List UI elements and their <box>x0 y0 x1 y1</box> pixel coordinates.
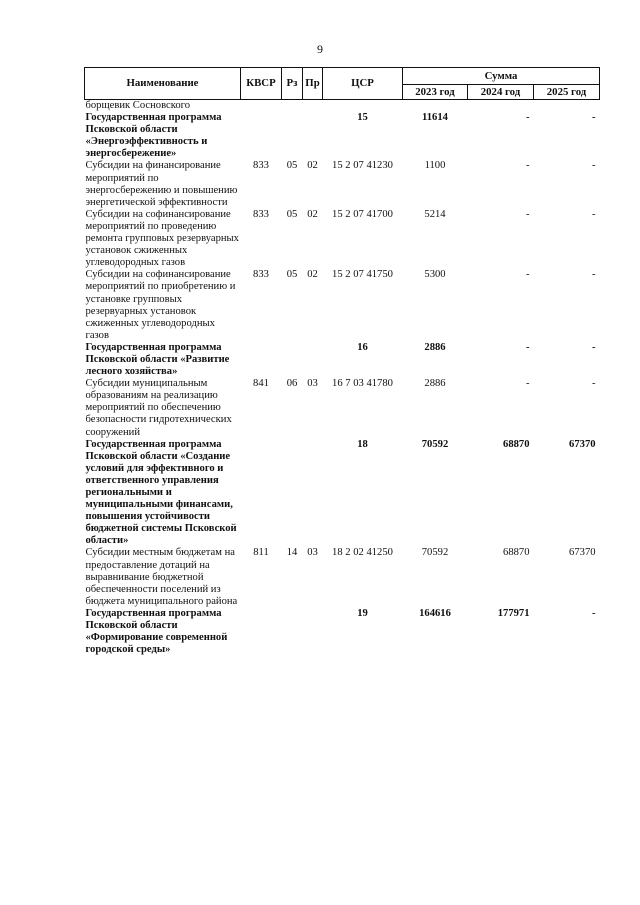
cell-2025 <box>534 100 600 113</box>
cell-name: Субсидии на финансирование мероприятий по энергосбережению и повышению энергетической эффективности <box>85 160 238 208</box>
cell-2023: 2886 <box>424 341 446 353</box>
header-sum: Сумма <box>403 68 600 85</box>
table-row <box>85 209 600 269</box>
cell-name: Субсидии на софинансирование мероприятий по проведению ремонта групповых резервуарных установок сжиженных углеводородных газов <box>85 208 239 269</box>
table-row <box>85 269 600 342</box>
cell-kvsr <box>241 608 282 656</box>
cell-2023: 5214 <box>424 208 446 220</box>
cell-rz <box>282 342 303 378</box>
table-row <box>85 160 600 208</box>
cell-pr <box>303 342 323 378</box>
cell-2023: 70592 <box>421 547 449 559</box>
header-2023: 2023 год <box>403 85 468 100</box>
cell-2025: - <box>592 208 596 220</box>
cell-kvsr <box>241 342 282 378</box>
cell-kvsr: 811 <box>253 547 269 559</box>
cell-csr: 15 <box>357 112 368 124</box>
cell-csr: 15 2 07 41750 <box>332 269 393 281</box>
cell-csr <box>323 100 403 113</box>
cell-rz: 05 <box>286 160 298 172</box>
table-row <box>85 608 600 656</box>
header-kvsr: КВСР <box>241 68 282 100</box>
cell-name: Субсидии местным бюджетам на предоставление дотаций на выравнивание бюджетной обеспеченности поселений из бюджета муниципального района <box>85 547 238 607</box>
cell-csr: 16 <box>357 341 368 353</box>
cell-pr: 03 <box>307 378 318 390</box>
cell-rz: 06 <box>286 378 298 390</box>
cell-2024: 68870 <box>503 438 530 450</box>
cell-rz: 14 <box>286 547 298 559</box>
cell-rz: 05 <box>286 269 298 281</box>
cell-2024: - <box>525 269 530 281</box>
cell-2023 <box>403 100 468 113</box>
header-name: Наименование <box>85 68 241 100</box>
cell-pr: 02 <box>307 208 318 220</box>
cell-name: Субсидии муниципальным образованиям на реализацию мероприятий по обеспечению безопасности гидротехнических сооружений <box>85 378 232 438</box>
table-row <box>85 439 600 548</box>
cell-pr: 03 <box>307 547 318 559</box>
cell-pr <box>303 608 323 656</box>
cell-rz <box>282 608 303 656</box>
cell-pr: 02 <box>307 160 318 172</box>
cell-name: Государственная программа Псковской области «Развитие лесного хозяйства» <box>85 341 230 378</box>
cell-2025: - <box>592 269 596 281</box>
header-pr: Пр <box>303 68 323 100</box>
cell-2024: 68870 <box>503 547 530 559</box>
table-row <box>85 112 600 160</box>
cell-2025: 67370 <box>569 547 596 559</box>
cell-csr: 19 <box>357 607 368 619</box>
cell-2025: - <box>592 378 596 390</box>
cell-csr: 18 <box>357 438 368 450</box>
cell-2023: 1100 <box>424 160 446 172</box>
cell-2024: - <box>525 341 530 353</box>
table-header <box>85 68 600 100</box>
cell-2024: - <box>525 112 530 124</box>
cell-pr <box>303 439 323 548</box>
cell-csr: 15 2 07 41700 <box>332 208 393 220</box>
cell-kvsr: 833 <box>253 208 269 220</box>
cell-kvsr <box>241 100 282 113</box>
cell-2025: - <box>592 112 596 124</box>
cell-rz <box>282 439 303 548</box>
cell-2023: 2886 <box>424 378 446 390</box>
header-csr: ЦСР <box>323 68 403 100</box>
budget-table <box>84 67 600 656</box>
header-2025: 2025 год <box>534 85 600 100</box>
cell-pr <box>303 112 323 160</box>
cell-2025: 67370 <box>569 438 596 450</box>
cell-csr: 16 7 03 41780 <box>332 378 393 390</box>
cell-name: Государственная программа Псковской области «Создание условий для эффективного и ответственного управления региональными и муниципальными финансами, повышения устойчивости бюджетной системы Псковской области» <box>85 438 237 547</box>
cell-2024: - <box>525 160 530 172</box>
cell-kvsr: 833 <box>253 160 269 172</box>
cell-name: Субсидии на софинансирование мероприятий по приобретению и установке групповых резервуарных установок сжиженных углеводородных газов <box>85 269 236 341</box>
cell-2025: - <box>592 160 596 172</box>
table-row <box>85 342 600 378</box>
cell-2024: - <box>525 378 530 390</box>
cell-2023: 11614 <box>422 112 448 124</box>
cell-kvsr <box>241 439 282 548</box>
cell-kvsr <box>241 112 282 160</box>
cell-pr <box>303 100 323 113</box>
cell-pr: 02 <box>307 269 318 281</box>
cell-name: Государственная программа Псковской области «Формирование современной городской среды» <box>85 607 228 656</box>
cell-csr: 18 2 02 41250 <box>332 547 393 559</box>
cell-rz: 05 <box>286 208 298 220</box>
cell-2024 <box>468 100 534 113</box>
cell-name: Государственная программа Псковской области «Энергоэффективность и энергосбережение» <box>85 112 222 160</box>
table-row <box>85 378 600 438</box>
cell-2025: - <box>592 607 596 619</box>
header-rz: Рз <box>282 68 303 100</box>
cell-csr: 15 2 07 41230 <box>332 160 393 172</box>
cell-2024: 177971 <box>497 607 530 619</box>
cell-name: борщевик Сосновского <box>85 100 191 111</box>
table-body <box>85 100 600 657</box>
cell-rz <box>282 112 303 160</box>
cell-2023: 164616 <box>419 607 451 619</box>
page-number: 9 <box>317 42 323 56</box>
cell-rz <box>282 100 303 113</box>
cell-kvsr: 841 <box>253 378 269 390</box>
cell-2025: - <box>592 341 596 353</box>
cell-2024: - <box>525 208 530 220</box>
cell-2023: 70592 <box>421 438 449 450</box>
cell-2023: 5300 <box>424 269 446 281</box>
table-row <box>85 547 600 607</box>
table-row <box>85 100 600 113</box>
cell-kvsr: 833 <box>253 269 269 281</box>
header-2024: 2024 год <box>468 85 534 100</box>
